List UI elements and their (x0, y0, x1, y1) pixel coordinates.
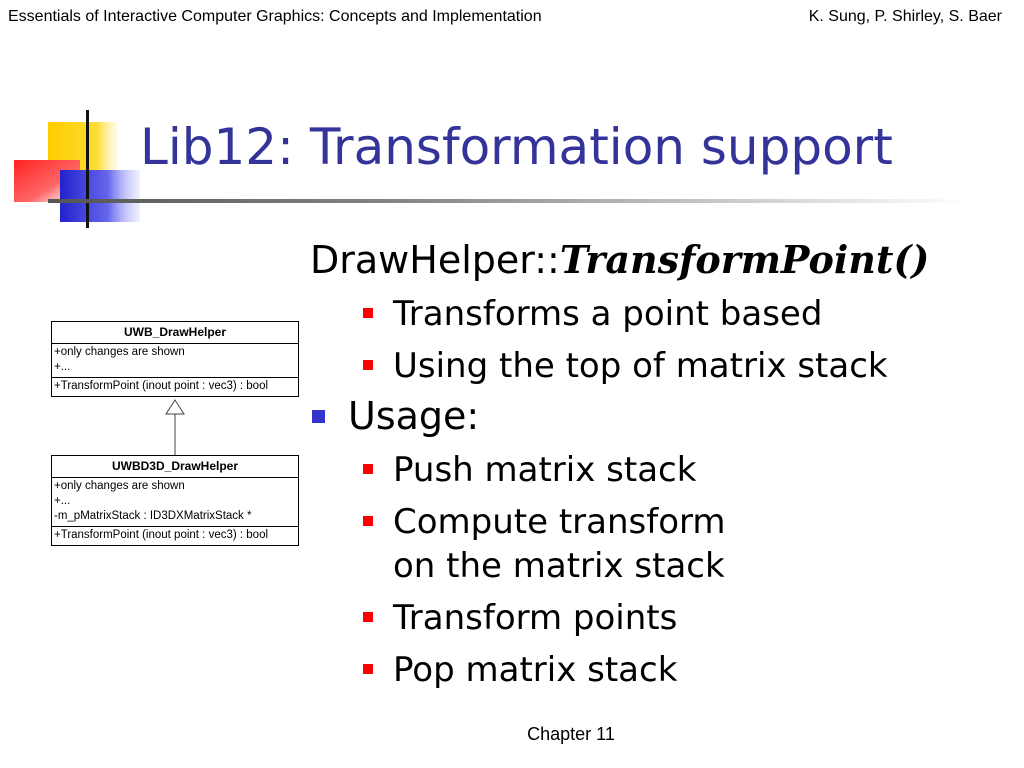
slide-logo-icon (10, 110, 150, 230)
method-heading-class: DrawHelper:: (310, 238, 560, 282)
slide-title: Lib12: Transformation support (140, 118, 893, 176)
list-item (310, 292, 1010, 336)
usage-label: Usage: (348, 394, 480, 438)
method-heading (310, 236, 1010, 284)
inheritance-arrow-icon (163, 398, 187, 458)
list-item-text: Using the top of matrix stack (393, 346, 888, 386)
method-heading-name: TransformPoint() (559, 237, 930, 282)
list-item (310, 648, 1010, 692)
list-item (310, 448, 1010, 492)
uml-operations (52, 378, 298, 396)
usage-heading (310, 392, 1010, 440)
list-item-text: Push matrix stack (393, 450, 697, 490)
uml-operations (52, 527, 298, 545)
uml-attribute: +only changes are shown (54, 346, 185, 358)
list-item (310, 344, 1010, 388)
square-bullet-icon (363, 664, 373, 674)
uml-attribute: +... (54, 361, 71, 373)
square-bullet-icon (363, 360, 373, 370)
uml-attribute: +... (54, 495, 71, 507)
square-bullet-icon (363, 308, 373, 318)
header-course-title: Essentials of Interactive Computer Graphics: Concepts and Implementation (8, 8, 542, 25)
list-item (310, 500, 1010, 588)
uml-class-name: UWBD3D_DrawHelper (52, 456, 298, 478)
list-item-text: Transform points (393, 598, 678, 638)
square-bullet-icon (312, 410, 325, 423)
uml-attribute: +only changes are shown (54, 480, 185, 492)
square-bullet-icon (363, 464, 373, 474)
title-divider (48, 199, 968, 203)
uml-class-base (51, 321, 299, 397)
uml-class-name: UWB_DrawHelper (52, 322, 298, 344)
header-authors: K. Sung, P. Shirley, S. Baer (808, 8, 1002, 25)
uml-operation: +TransformPoint (inout point : vec3) : bool (54, 529, 269, 541)
list-item-text: Transforms a point based (393, 294, 823, 334)
list-item-text: Pop matrix stack (393, 650, 678, 690)
list-item-text-continued: on the matrix stack (393, 546, 725, 586)
square-bullet-icon (363, 516, 373, 526)
list-item-text: Compute transform (393, 502, 726, 542)
uml-attribute: -m_pMatrixStack : ID3DXMatrixStack * (54, 510, 252, 522)
list-item (310, 596, 1010, 640)
square-bullet-icon (363, 612, 373, 622)
uml-attributes (52, 344, 298, 378)
slide-content (310, 236, 1010, 692)
uml-class-derived (51, 455, 299, 546)
slide-footer: Chapter 11 (527, 724, 615, 744)
uml-attributes (52, 478, 298, 527)
uml-operation: +TransformPoint (inout point : vec3) : bool (54, 380, 269, 392)
